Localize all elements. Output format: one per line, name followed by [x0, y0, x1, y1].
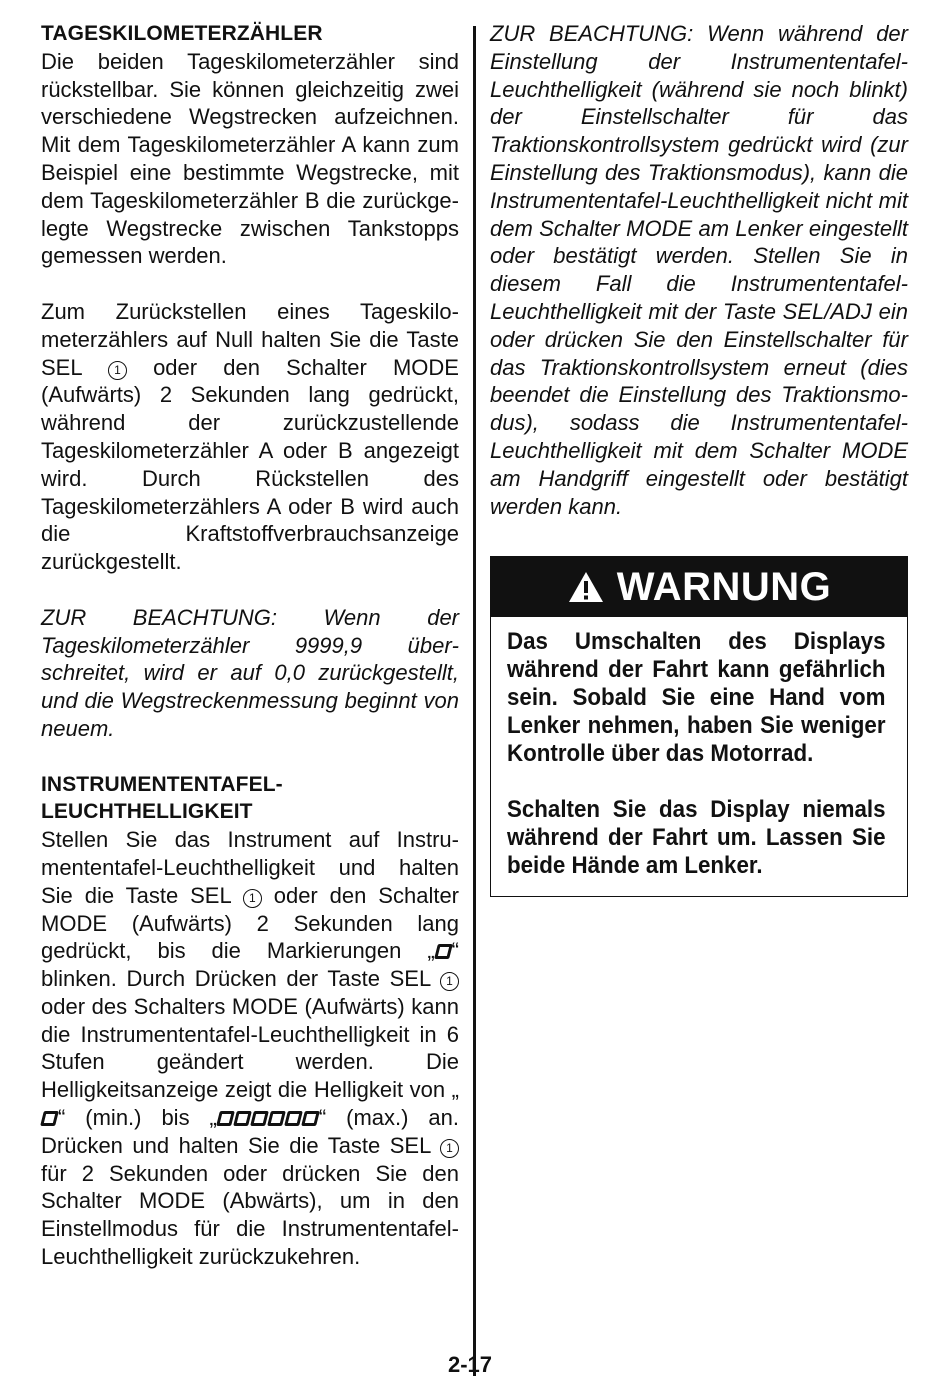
- right-column: [490, 20, 908, 897]
- warning-body: [491, 617, 907, 896]
- warning-header: [491, 557, 907, 617]
- warning-text-2: Schalten Sie das Display niemals während der Fahrt um. Lassen Sie beide Hände am Lenker.: [507, 796, 886, 880]
- warning-title: WARNUNG: [616, 564, 832, 609]
- warning-text-1: Das Umschalten des Displays während der Fahrt kann gefährlich sein. Sobald Sie eine Hand vom Lenker nehmen, haben Sie weniger Kontrolle über das Motorrad.: [507, 628, 886, 768]
- brightness-note: ZUR BEACHTUNG: Wenn während der Einstellung der Instrumententafel-Leuchthelligkeit (während sie noch blinkt) der Einstellschalter für das Traktionskontrollsystem gedrückt wird (zur Einstellung des Traktionsmodus), kann die Instrumententafel-Leuchthelligkeit nicht mit dem Schalter MODE am Lenker eingestellt oder bestätigt werden. Stellen Sie in diesem Fall die Instrumententafel-Leuchthelligkeit mit der Taste SEL/ADJ ein oder drücken Sie den Einstellschalter für das Traktionskontrollsystem erneut (dies beendet die Einstellung des Traktionsmodus), sodass die Instrumententafel-Leuchthelligkeit mit dem Schalter MODE am Handgriff eingestellt oder bestätigt werden kann.: [490, 21, 908, 519]
- warning-triangle-icon: [567, 570, 605, 604]
- section-heading-trip-meter: TAGESKILOMETERZÄHLER: [41, 22, 323, 45]
- brightness-max-segments-icon: [217, 1105, 319, 1130]
- trip-meter-reset-paragraph: Zum Zurückstellen eines Tageskilometerzählers auf Null halten Sie die Taste SEL 1 oder den Schalter MODE (Aufwärts) 2 Sekunden lang gedrückt, während der zurückzustellende Tageskilometerzähler A oder B angezeigt wird. Durch Rückstellen des Tageskilometerzählers A oder B wird auch die Kraftstoffverbrauchsanzeige zurückgestellt.: [41, 298, 459, 575]
- callout-1-icon: 1: [440, 972, 459, 991]
- brightness-segment-icon: [434, 944, 453, 959]
- page-number: 2-17: [448, 1352, 493, 1377]
- warning-box: [490, 556, 908, 897]
- callout-1-icon: 1: [440, 1139, 459, 1158]
- left-column: [41, 20, 459, 1271]
- callout-1-icon: 1: [243, 889, 262, 908]
- brightness-paragraph: Stellen Sie das Instrument auf Instrumententafel-Leuchthelligkeit und halten Sie die Taste SEL 1 oder den Schalter MODE (Aufwärts) 2 Sekunden lang gedrückt, bis die Markierungen „ “ blinken. Durch Drücken der Taste SEL 1 oder des Schalters MODE (Aufwärts) kann die Instrumententafel-Leuchthelligkeit in 6 Stufen geändert werden. Die Helligkeitsanzeige zeigt die Helligkeit von „“ (min.) bis „ “ (max.) an. Drücken und halten Sie die Taste SEL 1 für 2 Sekunden oder drücken Sie den Schalter MODE (Abwärts), um in den Einstellmodus für die Instrumententafel-Leuchthelligkeit zurückzukehren.: [41, 827, 460, 1270]
- brightness-min-segment-icon: [40, 1111, 59, 1126]
- trip-meter-note: ZUR BEACHTUNG: Wenn der Tageskilometerzähler 9999,9 überschreitet, wird er auf 0,0 zurückgestellt, und die Wegstreckenmessung beginnt von neuem.: [41, 604, 459, 741]
- trip-meter-intro: Die beiden Tageskilometerzähler sind rückstellbar. Sie können gleichzeitig zwei verschiedene Wegstrecken aufzeichnen. Mit dem Tageskilometerzähler A kann zum Beispiel eine bestimmte Wegstrecke, mit dem Tageskilometerzähler B die zurückgelegte Wegstrecke zwischen Tankstopps gemessen werden.: [41, 48, 459, 269]
- callout-1-icon: 1: [108, 361, 127, 380]
- column-divider: [473, 26, 476, 1376]
- section-heading-brightness: INSTRUMENTENTAFEL- LEUCHTHELLIGKEIT: [41, 772, 283, 824]
